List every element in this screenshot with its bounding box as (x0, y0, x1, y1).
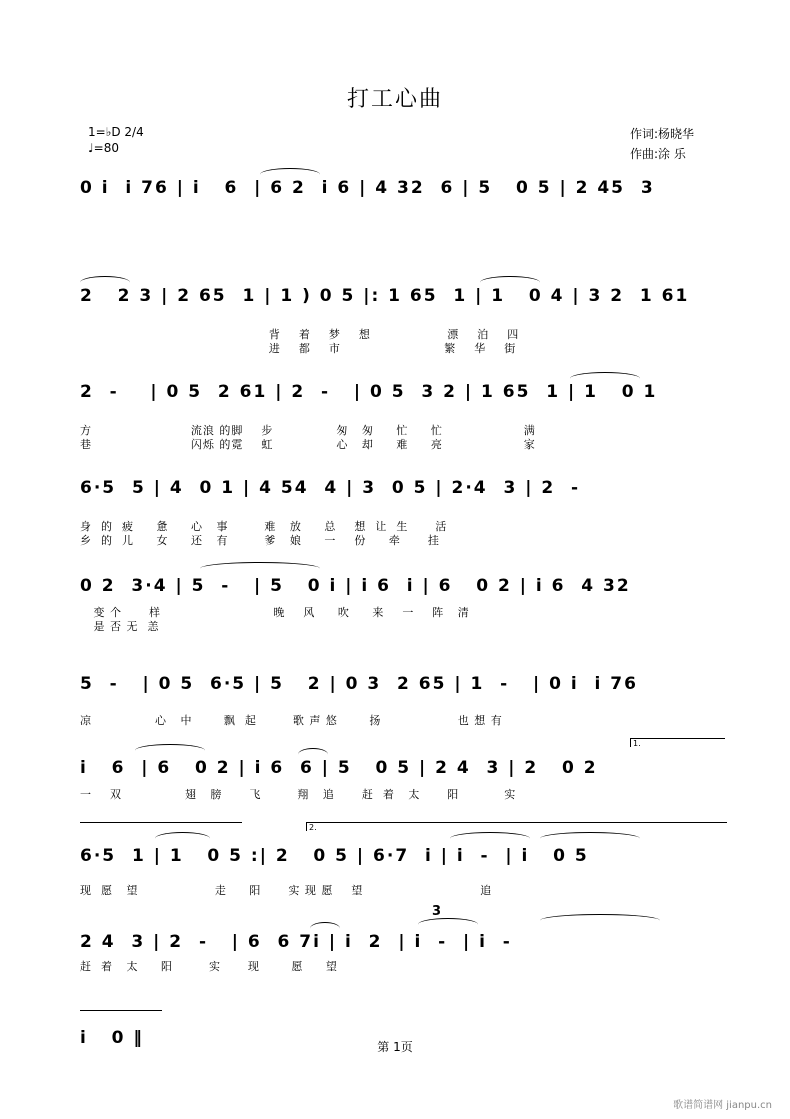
notes: i 6 | 6 0 2 | i 6 6 | 5 0 5 | 2 4 3 | 2 0 2 (80, 758, 598, 778)
lyric-line-1: 赶 着 太 阳 实 现 愿 望 (80, 960, 338, 973)
page-number: 第 1页 (377, 1040, 413, 1054)
notes: i 0 ‖ (80, 1028, 144, 1048)
lyricist: 作词:杨晓华 (630, 127, 695, 141)
lyric-line-1: 凉 心 中 飘 起 歌 声 悠 扬 也 想 有 (80, 714, 503, 727)
slur (80, 276, 130, 289)
slur (540, 914, 660, 927)
notes: 2 - | 0 5 2 61 | 2 - | 0 5 3 2 | 1 65 1 | 1 0 1 (80, 382, 658, 402)
lyric-line-2: 进 都 市 繁 华 街 (80, 342, 517, 355)
lyric-line-1: 一 双 翅 膀 飞 翔 追 赶 着 太 阳 实 (80, 788, 517, 801)
triplet-mark: 3 (432, 904, 442, 919)
lyric-line-1: 背 着 梦 想 漂 泊 四 (80, 328, 520, 341)
credits (630, 124, 694, 164)
volta-1-end (80, 822, 242, 831)
volta-2: 2. (306, 822, 727, 831)
lyric-line-1: 方 流浪 的脚 步 匆 匆 忙 忙 满 (80, 424, 536, 437)
tonality: 1=♭D (88, 125, 121, 139)
lyric-line-2: 乡 的 儿 女 还 有 爹 娘 一 份 牵 挂 (80, 534, 440, 547)
lyric-line-1: 变 个 样 晚 风 吹 来 一 阵 清 (80, 606, 470, 619)
notes: 2 4 3 | 2 - | 6 6 7i | i 2 | i - | i - (80, 932, 512, 952)
slur (155, 832, 210, 845)
notes: 5 - | 0 5 6·5 | 5 2 | 0 3 2 65 | 1 - | 0 i i 76 (80, 674, 638, 694)
slur (418, 918, 478, 931)
lyric-line-1: 现 愿 望 走 阳 实 现 愿 望 追 (80, 884, 493, 897)
slur (540, 832, 640, 845)
composer: 作曲:涂 乐 (630, 147, 686, 161)
lyric-line-2: 是 否 无 恙 (80, 620, 160, 633)
volta-1: 1. (630, 738, 725, 747)
notes: 6·5 5 | 4 0 1 | 4 54 4 | 3 0 5 | 2·4 3 | 2 - (80, 478, 581, 498)
slur (570, 372, 640, 385)
notes: 0 2 3·4 | 5 - | 5 0 i | i 6 i | 6 0 2 | i 6 4 32 (80, 576, 631, 596)
watermark: 歌谱简谱网 jianpu.cn (673, 1100, 772, 1111)
song-title: 打工心曲 (346, 87, 443, 112)
volta-2-end (80, 1010, 162, 1019)
meter: 2/4 (124, 125, 144, 139)
slur (200, 562, 320, 575)
slur (135, 744, 205, 757)
slur (298, 748, 328, 761)
slur (480, 276, 540, 289)
notes: 2 2 3 | 2 65 1 | 1 ) 0 5 |: 1 65 1 | 1 0 4 | 3 2 1 61 (80, 286, 690, 306)
notes: 0 i i 76 | i 6 | 6 2 i 6 | 4 32 6 | 5 0 5 | 2 45 3 (80, 178, 655, 198)
slur (310, 922, 340, 935)
key-signature (88, 124, 144, 156)
lyric-line-2: 巷 闪烁 的霓 虹 心 却 难 亮 家 (80, 438, 536, 451)
lyric-line-1: 身 的 疲 惫 心 事 难 放 总 想 让 生 活 (80, 520, 448, 533)
slur (260, 168, 320, 181)
notes: 6·5 1 | 1 0 5 :| 2 0 5 | 6·7 i | i - | i 0 5 (80, 846, 589, 866)
slur (450, 832, 530, 845)
tempo: ♩=80 (88, 141, 119, 155)
